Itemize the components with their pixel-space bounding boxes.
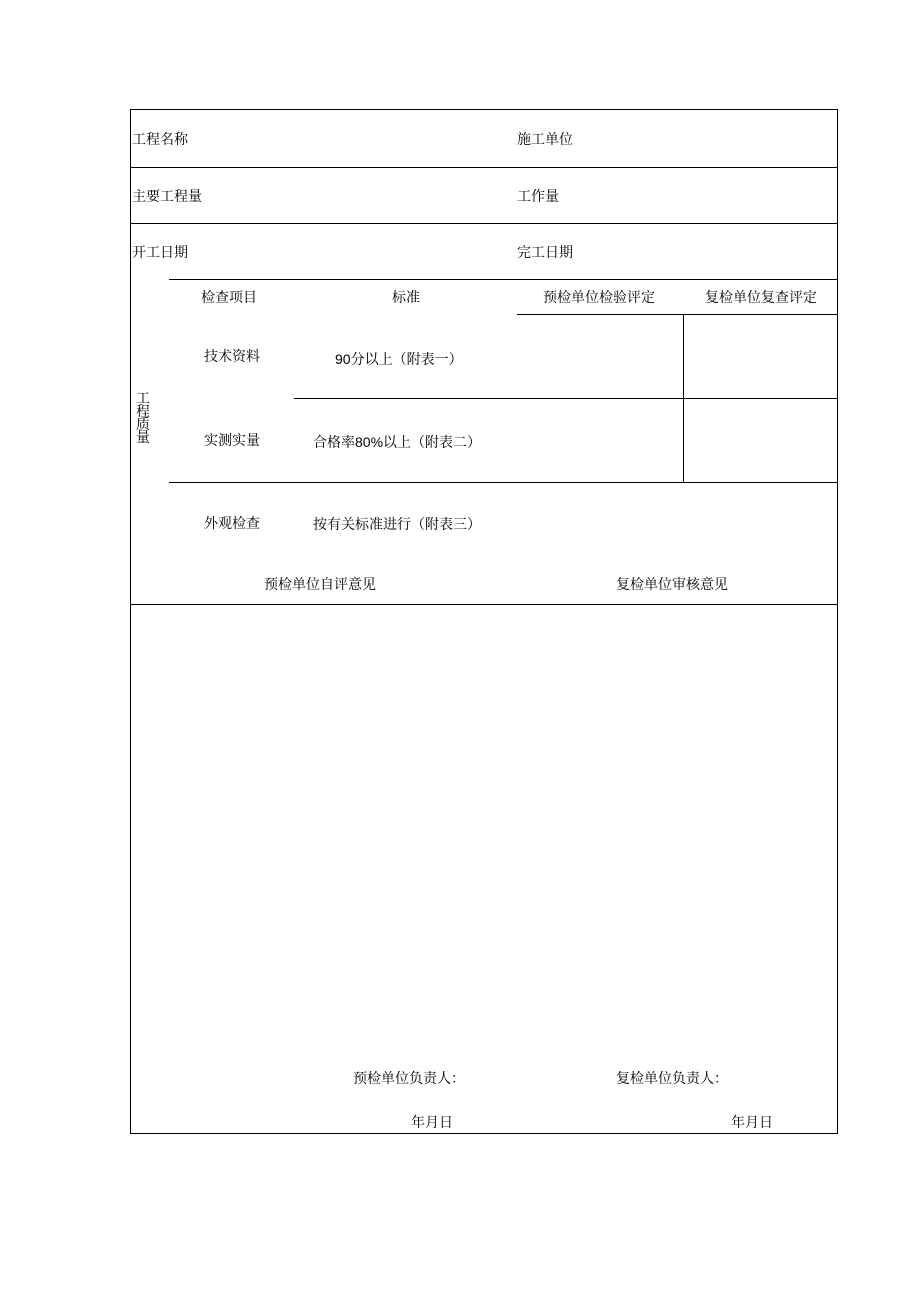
column-header-recheck-eval: 复检单位复查评定 bbox=[705, 290, 817, 306]
row-divider bbox=[131, 167, 837, 168]
contractor-label: 施工单位 bbox=[517, 132, 573, 148]
check-item-measurement: 实测实量 bbox=[204, 433, 260, 449]
project-name-label: 工程名称 bbox=[132, 132, 188, 148]
workload-label: 工作量 bbox=[517, 189, 559, 205]
standard-measurement: 合格率80%以上（附表二） bbox=[313, 434, 482, 450]
quality-section-label: 工 程 质 量 bbox=[136, 391, 150, 446]
precheck-responsible-label: 预检单位负责人： bbox=[353, 1071, 465, 1087]
check-item-appearance: 外观检查 bbox=[204, 516, 260, 532]
column-header-precheck-eval: 预检单位检验评定 bbox=[543, 290, 655, 306]
acceptance-form bbox=[130, 109, 838, 1134]
recheck-responsible-label: 复检单位负责人： bbox=[616, 1071, 728, 1087]
column-header-standard: 标准 bbox=[392, 290, 420, 306]
section-divider bbox=[131, 604, 837, 605]
start-date-label: 开工日期 bbox=[132, 245, 188, 261]
standard-tech-docs: 90分以上（附表一） bbox=[335, 351, 463, 367]
main-quantity-label: 主要工程量 bbox=[132, 189, 202, 205]
row-divider bbox=[169, 279, 837, 280]
standard-appearance: 按有关标准进行（附表三） bbox=[313, 517, 481, 533]
precheck-self-eval-label: 预检单位自评意见 bbox=[264, 577, 376, 593]
row-divider bbox=[169, 482, 837, 483]
column-header-divider bbox=[517, 314, 837, 315]
recheck-review-label: 复检单位审核意见 bbox=[616, 577, 728, 593]
column-header-item: 检查项目 bbox=[201, 290, 257, 306]
row-divider bbox=[294, 398, 837, 399]
row-divider bbox=[131, 223, 837, 224]
precheck-date: 年月日 bbox=[411, 1115, 453, 1131]
check-item-tech-docs: 技术资料 bbox=[204, 349, 260, 365]
recheck-date: 年月日 bbox=[731, 1115, 773, 1131]
completion-date-label: 完工日期 bbox=[517, 245, 573, 261]
